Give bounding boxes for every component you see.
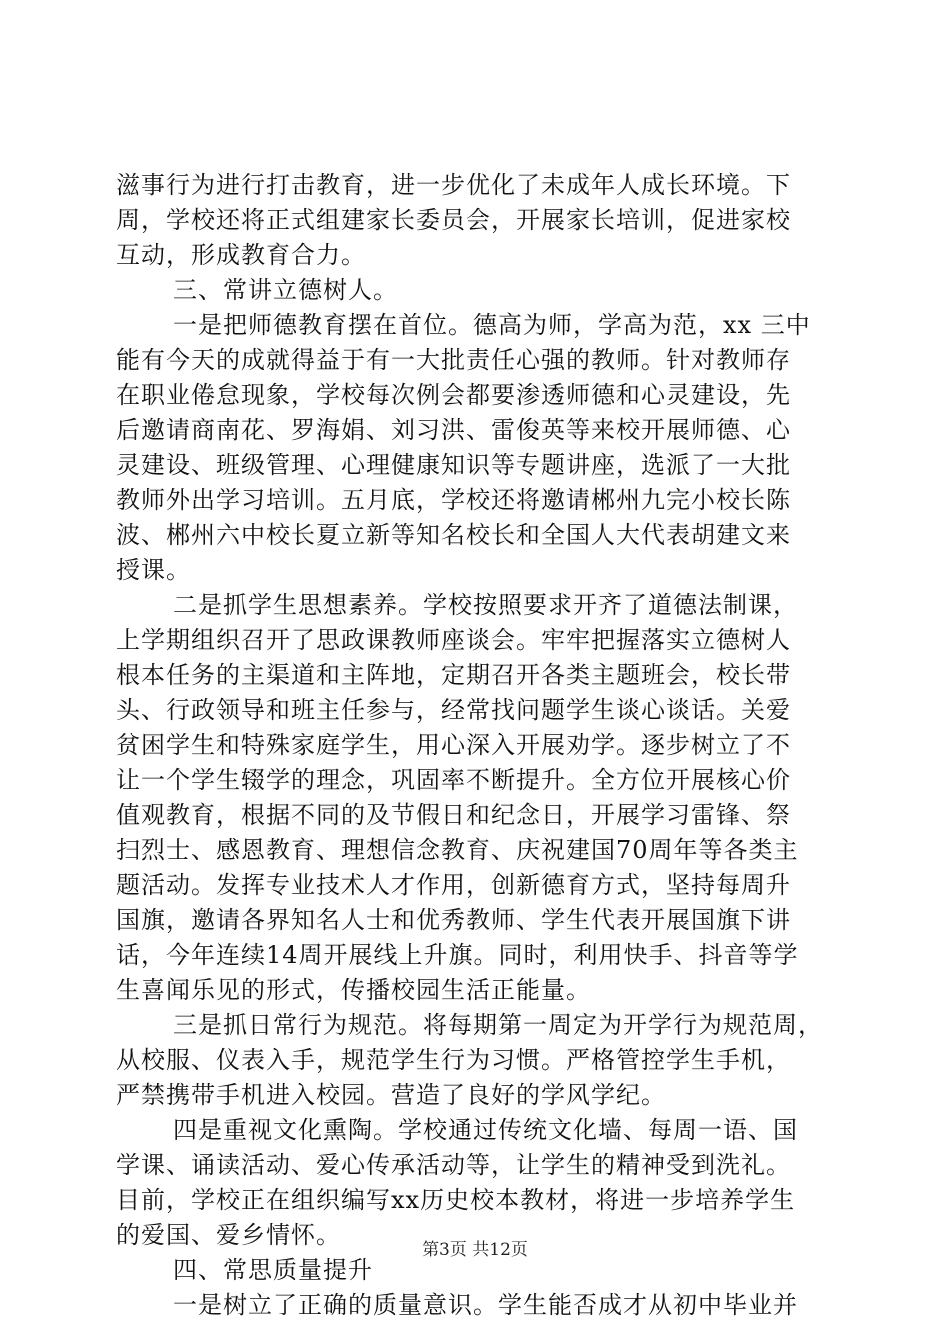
text-line: 授课。 (116, 556, 191, 584)
text-line: 话，今年连续14周开展线上升旗。同时，利用快手、抖音等学 (116, 941, 799, 969)
text-line: 后邀请商南花、罗海娟、刘习洪、雷俊英等来校开展师德、心 (116, 416, 791, 444)
section-heading: 四、常思质量提升 (173, 1256, 373, 1284)
text-line: 周，学校还将正式组建家长委员会，开展家长培训，促进家校 (116, 206, 791, 234)
paragraph-first-line: 四是重视文化熏陶。学校通过传统文化墙、每周一语、国 (173, 1116, 798, 1144)
text-line: 题活动。发挥专业技术人才作用，创新德育方式，坚持每周升 (116, 871, 791, 899)
text-line: 的爱国、爱乡情怀。 (116, 1221, 341, 1249)
text-line: 贫困学生和特殊家庭学生，用心深入开展劝学。逐步树立了不 (116, 731, 791, 759)
text-line: 严禁携带手机进入校园。营造了良好的学风学纪。 (116, 1081, 666, 1109)
text-line: 灵建设、班级管理、心理健康知识等专题讲座，选派了一大批 (116, 451, 791, 479)
text-line: 值观教育，根据不同的及节假日和纪念日，开展学习雷锋、祭 (116, 801, 791, 829)
text-line: 教师外出学习培训。五月底，学校还将邀请郴州九完小校长陈 (116, 486, 791, 514)
text-line: 能有今天的成就得益于有一大批责任心强的教师。针对教师存 (116, 346, 791, 374)
paragraph-first-line: 二是抓学生思想素养。学校按照要求开齐了道德法制课， (173, 591, 798, 619)
paragraph-first-line: 一是把师德教育摆在首位。德高为师，学高为范，xx 三中 (173, 311, 811, 339)
document-body (116, 168, 841, 1323)
text-line: 国旗，邀请各界知名人士和优秀教师、学生代表开展国旗下讲 (116, 906, 791, 934)
text-line: 扫烈士、感恩教育、理想信念教育、庆祝建国70周年等各类主 (116, 836, 799, 864)
text-line: 从校服、仪表入手，规范学生行为习惯。严格管控学生手机， (116, 1046, 791, 1074)
text-line: 在职业倦怠现象，学校每次例会都要渗透师德和心灵建设，先 (116, 381, 791, 409)
text-line: 让一个学生辍学的理念，巩固率不断提升。全方位开展核心价 (116, 766, 791, 794)
text-line: 生喜闻乐见的形式，传播校园生活正能量。 (116, 976, 591, 1004)
text-line: 根本任务的主渠道和主阵地，定期召开各类主题班会，校长带 (116, 661, 791, 689)
text-line: 上学期组织召开了思政课教师座谈会。牢牢把握落实立德树人 (116, 626, 791, 654)
paragraph-first-line: 三是抓日常行为规范。将每期第一周定为开学行为规范周， (173, 1011, 823, 1039)
page-number: 第3页 共12页 (422, 1240, 528, 1260)
text-line: 目前，学校正在组织编写xx历史校本教材，将进一步培养学生 (116, 1186, 796, 1214)
text-line: 头、行政领导和班主任参与，经常找问题学生谈心谈话。关爱 (116, 696, 791, 724)
text-line: 滋事行为进行打击教育，进一步优化了未成年人成长环境。下 (116, 171, 791, 199)
section-heading: 三、常讲立德树人。 (173, 276, 398, 304)
paragraph-first-line: 一是树立了正确的质量意识。学生能否成才从初中毕业并 (173, 1291, 798, 1319)
text-line: 波、郴州六中校长夏立新等知名校长和全国人大代表胡建文来 (116, 521, 791, 549)
text-line: 学课、诵读活动、爱心传承活动等，让学生的精神受到洗礼。 (116, 1151, 791, 1179)
text-line: 互动，形成教育合力。 (116, 241, 366, 269)
